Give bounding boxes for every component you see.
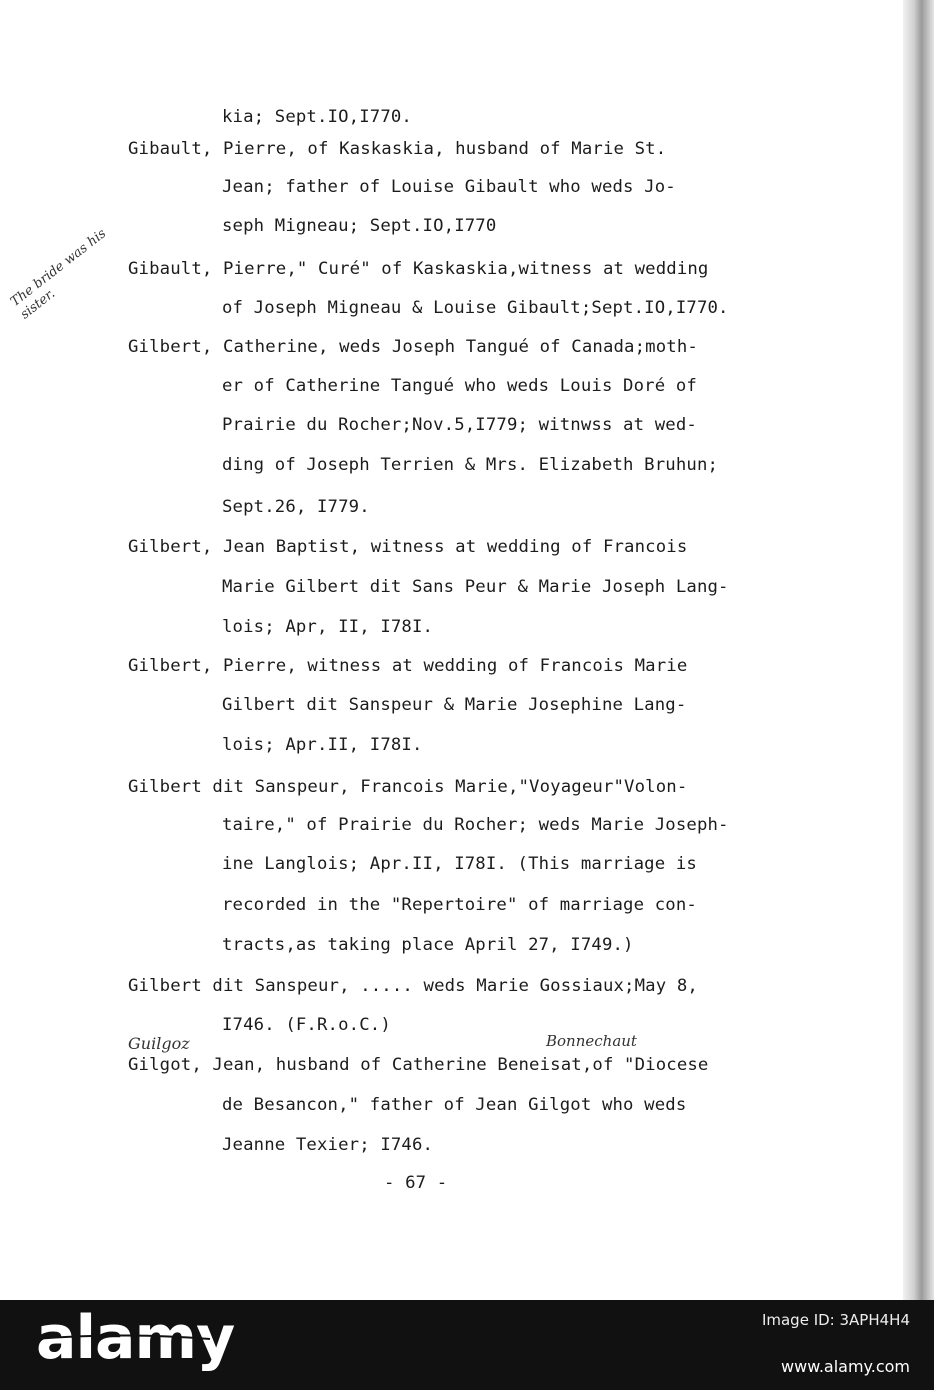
- text-line: Gilgot, Jean, husband of Catherine Beneisat,of "Diocese: [128, 1055, 709, 1075]
- text-line: lois; Apr, II, I78I.: [222, 617, 434, 637]
- text-line: Gilbert dit Sanspeur, ..... weds Marie Gossiaux;May 8,: [128, 976, 698, 996]
- alamy-logo-swoosh-icon: [30, 1334, 214, 1344]
- guilgoz-handwriting: Guilgoz: [128, 1034, 190, 1053]
- text-line: Sept.26, I779.: [222, 497, 370, 517]
- text-line: Gilbert dit Sanspeur & Marie Josephine Lang-: [222, 695, 687, 715]
- text-line: Gibault, Pierre," Curé" of Kaskaskia,witness at wedding: [128, 259, 709, 279]
- text-line: Gilbert, Pierre, witness at wedding of Francois Marie: [128, 656, 688, 676]
- text-line: recorded in the "Repertoire" of marriage con-: [222, 895, 697, 915]
- page-number: - 67 -: [384, 1173, 448, 1193]
- text-line: Gibault, Pierre, of Kaskaskia, husband of Marie St.: [128, 139, 667, 159]
- text-line: ine Langlois; Apr.II, I78I. (This marriage is: [222, 854, 697, 874]
- text-line: Gilbert dit Sanspeur, Francois Marie,"Voyageur"Volon-: [128, 777, 688, 797]
- text-line: lois; Apr.II, I78I.: [222, 735, 423, 755]
- text-line: ding of Joseph Terrien & Mrs. Elizabeth Bruhun;: [222, 455, 719, 475]
- text-line: I746. (F.R.o.C.): [222, 1015, 391, 1035]
- text-line: er of Catherine Tangué who weds Louis Doré of: [222, 376, 697, 396]
- text-line: Jeanne Texier; I746.: [222, 1135, 434, 1155]
- text-line: Prairie du Rocher;Nov.5,I779; witnwss at wed-: [222, 415, 697, 435]
- text-line: of Joseph Migneau & Louise Gibault;Sept.IO,I770.: [222, 298, 729, 318]
- text-line: taire," of Prairie du Rocher; weds Marie Joseph-: [222, 815, 729, 835]
- alamy-logo: alamy: [36, 1303, 235, 1373]
- margin-note-handwriting: The bride was his sister.: [8, 226, 110, 323]
- text-line: de Besancon," father of Jean Gilgot who weds: [222, 1095, 687, 1115]
- text-line: Gilbert, Catherine, weds Joseph Tangué of Canada;moth-: [128, 337, 698, 357]
- text-line: Marie Gilbert dit Sans Peur & Marie Joseph Lang-: [222, 577, 729, 597]
- text-line: Gilbert, Jean Baptist, witness at wedding of Francois: [128, 537, 688, 557]
- text-line: tracts,as taking place April 27, I749.): [222, 935, 634, 955]
- bonnechaut-handwriting: Bonnechaut: [546, 1032, 637, 1050]
- text-line: kia; Sept.IO,I770.: [222, 107, 412, 127]
- image-id-label: Image ID: 3APH4H4: [761, 1311, 910, 1329]
- text-line: Jean; father of Louise Gibault who weds Jo-: [222, 177, 676, 197]
- source-url: www.alamy.com: [781, 1357, 910, 1376]
- text-line: seph Migneau; Sept.IO,I770: [222, 216, 497, 236]
- page-edge-shadow: [903, 0, 934, 1300]
